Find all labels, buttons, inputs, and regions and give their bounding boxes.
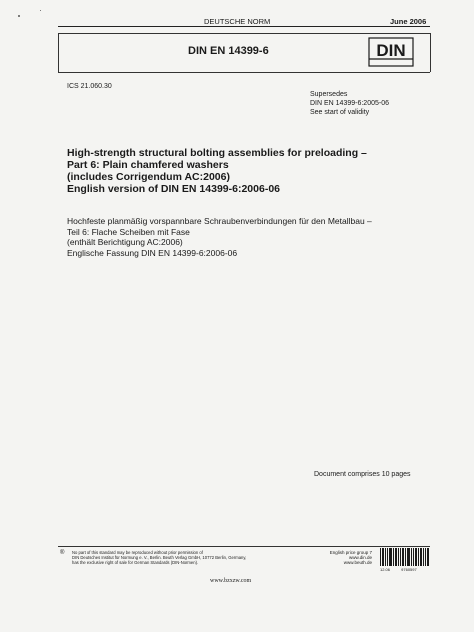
supersedes-label: Supersedes [310, 91, 348, 98]
title-box-left [58, 33, 59, 72]
title-box-right [430, 33, 431, 72]
title-de-line: Englische Fassung DIN EN 14399-6:2006-06 [67, 247, 238, 258]
scan-speck [18, 15, 20, 17]
site-beuth: www.beuth.de [343, 560, 372, 565]
site-din: www.din.de [348, 555, 372, 560]
footer-rule [58, 546, 430, 547]
title-de-line: (enthält Berichtigung AC:2006) [67, 237, 183, 247]
price-group: English price group 7 [329, 550, 372, 555]
publication-date: June 2006 [390, 17, 427, 26]
copyright-notice [72, 550, 297, 565]
footer-code: 12.06 [380, 567, 391, 572]
price-info [316, 550, 372, 565]
title-en-line: (includes Corrigendum AC:2006) [67, 171, 230, 183]
scan-speck [40, 10, 41, 11]
title-box-bottom [58, 72, 430, 73]
standard-number: DIN EN 14399-6 [188, 45, 269, 57]
din-logo-text: DIN [376, 41, 406, 60]
title-de-line: Teil 6: Flache Scheiben mit Fase [67, 226, 190, 237]
barcode-number: 9760597 [401, 567, 417, 572]
watermark-url: www.bzxzw.com [210, 578, 252, 584]
title-de-line: Hochfeste planmäßig vorspannbare Schraubenverbindungen für den Metallbau – [67, 216, 372, 226]
din-logo [368, 37, 414, 67]
copyright-line: has the exclusive right of sale for German Standards (DIN-Normen). [72, 560, 199, 565]
copyright-line: DIN Deutsches Institut für Normung e. V., Berlin. Beuth Verlag GmbH, 10772 Berlin, Germany, [72, 555, 247, 560]
title-en-line: High-strength structural bolting assemblies for preloading – [67, 147, 367, 159]
page-count: Document comprises 10 pages [314, 471, 411, 478]
copyright-line: No part of this standard may be reproduced without prior permission of [72, 550, 203, 555]
title-box-top [58, 33, 430, 34]
title-english [67, 147, 427, 195]
header-rule [58, 26, 430, 27]
supersedes-note: See start of validity [310, 109, 370, 116]
barcode-digits [380, 567, 430, 572]
barcode [380, 548, 430, 566]
title-german [67, 216, 427, 258]
title-en-line: English version of DIN EN 14399-6:2006-06 [67, 183, 280, 195]
title-en-line: Part 6: Plain chamfered washers [67, 159, 229, 171]
supersedes-document: DIN EN 14399-6:2005-06 [310, 100, 389, 107]
ics-code: ICS 21.060.30 [67, 83, 112, 90]
publisher-label: DEUTSCHE NORM [204, 17, 271, 26]
registered-mark: ® [60, 550, 65, 556]
